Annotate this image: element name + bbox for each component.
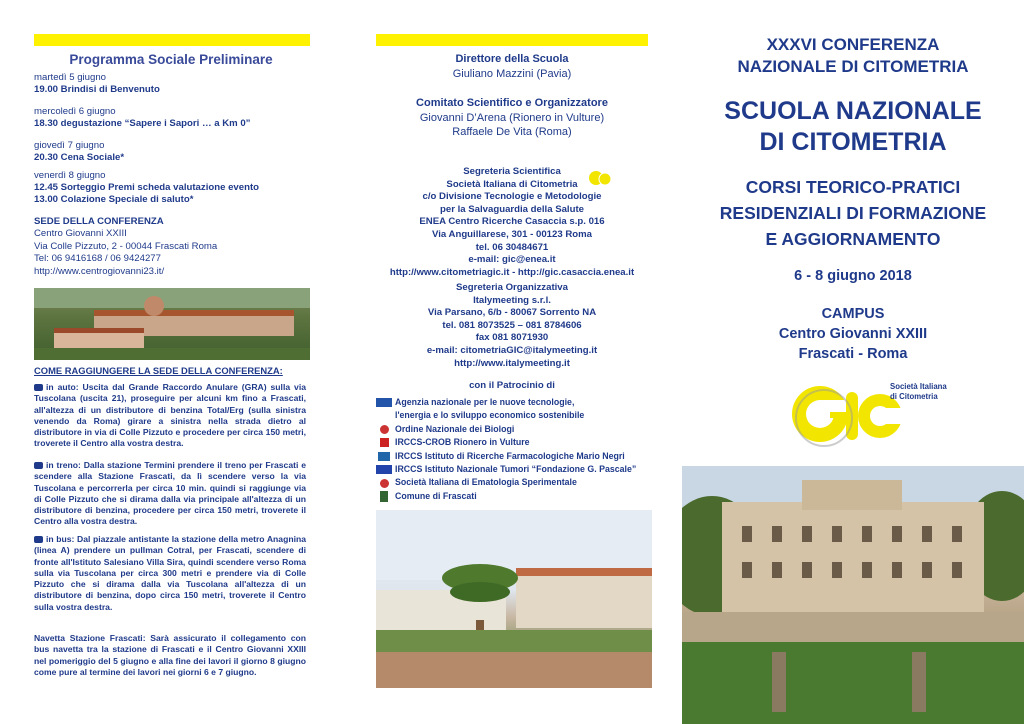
enea-logo-icon (376, 398, 392, 407)
campus-palm-photo (376, 510, 652, 688)
gic-logo (790, 378, 902, 450)
column-right (682, 0, 1024, 724)
directions-train: in treno: Dalla stazione Termini prendere il treno per Frascati e scendere alla Stazione Frascati, da lì scendere verso la via Tuscolana e percorrerla per circa 10 min. quindi si raggiunge via di Colle Pizzuto che si dirama dalla via principale all'altezza di un distributore di benzina, procedere per circa 150 metri, troverete il Centro alla vostra destra. (34, 460, 306, 527)
scientific-secretariat: Segreteria Scientifica Società Italiana di Citometria c/o Divisione Tecnologie e Metodologie per la Salvaguardia della Salute ENEA Centro Ricerche Casaccia s.p. 016 Via Anguillarese, 301 - 00123 Roma tel. 06 30484671 e-mail: gic@enea.it http://www.citometriagic.it - http://gic.casaccia.enea.it (372, 166, 652, 279)
yellow-bar (376, 34, 648, 46)
campus-block: CAMPUS Centro Giovanni XXIII Frascati - Roma (778, 306, 928, 362)
event-day-1: martedì 5 giugno 19.00 Brindisi di Benvenuto (34, 72, 160, 95)
patron-pascale: IRCCS Istituto Nazionale Tumori “Fondazione G. Pascale” (376, 463, 636, 476)
committee-block: Comitato Scientifico e Organizzatore Giovanni D’Arena (Rionero in Vulture) Raffaele De Vita (Roma) (416, 97, 608, 138)
directions-car: in auto: Uscita dal Grande Raccordo Anulare (GRA) sulla via Tuscolana (uscita 21), proseguire per alcuni km fino a Frascati, all'altezza di un distributore di benzina Total/Erg (sulla sinistra venendo da Roma) girare a sinistra nella strada dietro al distributore in via di Colle Pizzuto e procedere per circa 150 metri, troverete il Centro alla vostra destra. (34, 382, 306, 449)
sci-website-link[interactable]: http://www.citometriagic.it - http://gic.casaccia.enea.it (389, 266, 635, 278)
train-icon (34, 462, 43, 469)
negri-logo-icon (378, 452, 390, 461)
patron-enea-line2: l'energia e lo sviluppo economico sostenibile (395, 410, 585, 421)
courses-title: CORSI TEORICO-PRATICI RESIDENZIALI DI FORMAZIONE E AGGIORNAMENTO (719, 177, 987, 249)
social-program-title: Programma Sociale Preliminare (69, 52, 273, 67)
car-icon (34, 384, 43, 391)
directions-heading: COME RAGGIUNGERE LA SEDE DELLA CONFERENZA: (34, 365, 283, 376)
bus-icon (34, 536, 43, 543)
org-website-link[interactable]: http://www.italymeeting.it (454, 357, 570, 369)
frascati-crest-icon (380, 491, 388, 502)
event-day-2: mercoledì 6 giugno 18.30 degustazione “Sapere i Sapori … a Km 0” (34, 106, 251, 129)
venue-block: SEDE DELLA CONFERENZA Centro Giovanni XXIII Via Colle Pizzuto, 2 - 00044 Frascati Roma Tel: 06 9416168 / 06 9424277 http://www.centrogiovanni23.it/ (34, 216, 218, 277)
column-left (30, 0, 312, 724)
patronage-label: con il Patrocinio di (469, 380, 555, 391)
onb-logo-icon (380, 425, 389, 434)
patron-negri: IRCCS Istituto di Ricerche Farmacologiche Mario Negri (376, 450, 636, 463)
patron-enea: Agenzia nazionale per le nuove tecnologie, (376, 396, 636, 409)
patron-sies: Società Italiana di Ematologia Sperimentale (376, 476, 636, 489)
gic-logo-text: Società Italiana di Citometria (890, 382, 947, 401)
patron-frascati: Comune di Frascati (376, 490, 636, 503)
patron-crob: IRCCS-CROB Rionero in Vulture (376, 436, 636, 449)
crob-logo-icon (380, 438, 389, 447)
conference-title: XXXVI CONFERENZA NAZIONALE DI CITOMETRIA (737, 35, 969, 76)
villa-aldobrandini-photo (682, 466, 1024, 724)
sies-logo-icon (380, 479, 389, 488)
patron-onb: Ordine Nazionale dei Biologi (376, 423, 636, 436)
venue-aerial-photo (34, 288, 310, 360)
column-middle (372, 0, 652, 724)
event-dates: 6 - 8 giugno 2018 (794, 268, 912, 284)
venue-website-link[interactable]: http://www.centrogiovanni23.it/ (34, 265, 165, 277)
yellow-bar (34, 34, 310, 46)
patronage-list (376, 396, 636, 503)
event-day-3: giovedì 7 giugno 20.30 Cena Sociale* (34, 140, 125, 163)
org-email-link[interactable]: e-mail: citometriaGIC@italymeeting.it (426, 344, 598, 356)
directions-bus: in bus: Dal piazzale antistante la stazione della metro Anagnina (linea A) prendere un pullman Cotral, per Frascati, scendere di fronte all'Istituto Salesiano Villa Sira, quindi scendere verso Roma sulla via Tuscolana per circa 300 metri e prendere via di Colle Pizzuto che si dirama dalla via Tuscolana all'altezza di un distributore di benzina, dopo circa 150 metri, troverete il Centro sulla vostra destra. (34, 534, 306, 612)
pascale-logo-icon (376, 465, 392, 474)
gic-small-logo (588, 170, 612, 186)
sci-email-link[interactable]: e-mail: gic@enea.it (468, 254, 556, 266)
school-title: SCUOLA NAZIONALE DI CITOMETRIA (724, 97, 982, 156)
director-block: Direttore della Scuola Giuliano Mazzini (Pavia) (452, 53, 572, 80)
shuttle-info: Navetta Stazione Frascati: Sarà assicurato il collegamento con bus navetta tra la stazione di Frascati e il Centro Giovanni XXIII nel pomeriggio del 5 giugno e alla fine dei lavori il giorno 8 giugno come pure al termine dei lavori nei giorni 6 e 7 giugno. (34, 633, 306, 677)
organizing-secretariat: Segreteria Organizzativa Italymeeting s.r.l. Via Parsano, 6/b - 80067 Sorrento NA tel. 081 8073525 – 081 8784606 fax 081 8071930 e-mail: citometriaGIC@italymeeting.it http://www.italymeeting.it (372, 282, 652, 370)
event-day-4: venerdì 8 giugno 12.45 Sorteggio Premi scheda valutazione evento 13.00 Colazione Speciale di saluto* (34, 170, 259, 205)
